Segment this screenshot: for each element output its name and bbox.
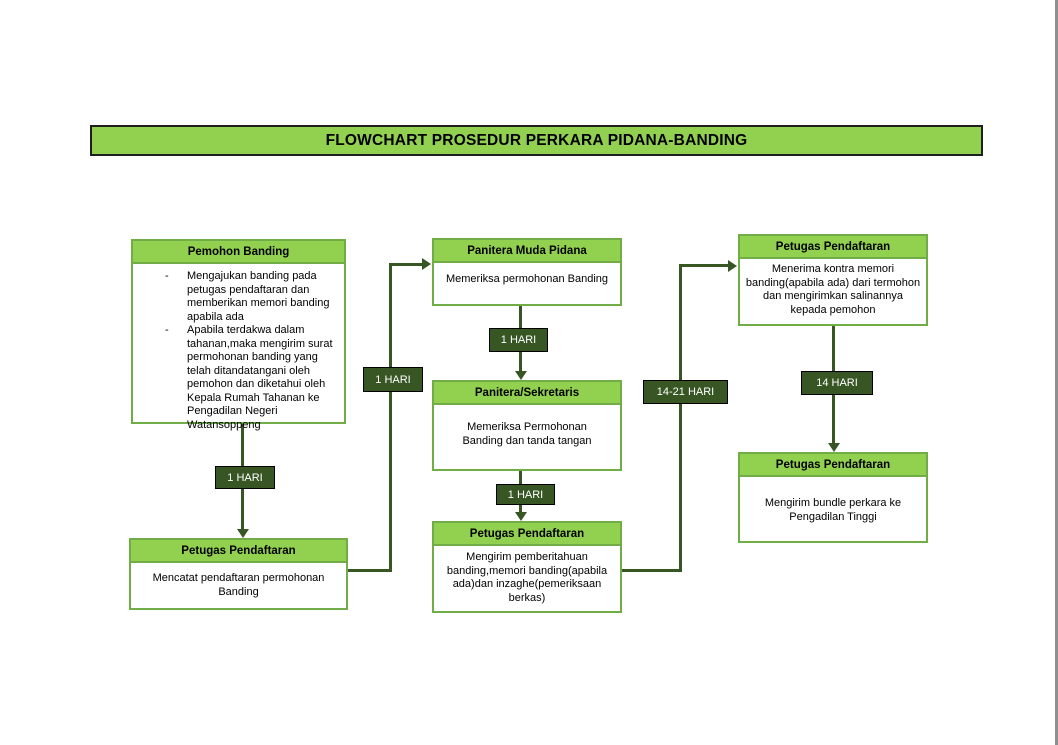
bullet-dash: - <box>165 270 169 282</box>
arrowhead-down-icon <box>515 371 527 380</box>
connector-line <box>679 264 730 267</box>
flow-box-body: Memeriksa Permohonan Banding dan tanda tangan <box>462 421 592 447</box>
list-item <box>133 270 344 324</box>
arrowhead-right-icon <box>728 260 737 272</box>
connector-line <box>389 263 392 572</box>
connector-line <box>679 265 682 572</box>
flow-box-petugas-bundle <box>738 452 928 543</box>
flow-box-header: Petugas Pendaftaran <box>740 454 926 477</box>
bullet-dash: - <box>165 324 169 336</box>
list-item-text: Apabila terdakwa dalam tahanan,maka mengirim surat permohonan banding yang telah ditandatangani oleh pemohon dan diketahui oleh Kepala Rumah Tahanan ke Pengadilan Negeri Watansoppeng <box>187 324 333 431</box>
arrowhead-down-icon <box>237 529 249 538</box>
arrowhead-down-icon <box>828 443 840 452</box>
flow-box-header: Panitera/Sekretaris <box>434 382 620 405</box>
duration-label: 14 HARI <box>801 371 873 395</box>
flow-box-header: Petugas Pendaftaran <box>740 236 926 259</box>
flow-box-petugas-menerima <box>738 234 928 326</box>
flow-box-petugas-mengirim <box>432 521 622 613</box>
flow-box-body: Memeriksa permohonan Banding <box>445 273 609 285</box>
arrowhead-down-icon <box>515 512 527 521</box>
flow-box-panitera-sekretaris <box>432 380 622 471</box>
flow-box-header: Pemohon Banding <box>133 241 344 264</box>
flow-box-petugas-mencatat <box>129 538 348 610</box>
flow-box-header: Petugas Pendaftaran <box>131 540 346 563</box>
duration-label: 1 HARI <box>363 367 423 392</box>
list-item <box>133 324 344 432</box>
flow-box-header: Panitera Muda Pidana <box>434 240 620 263</box>
flow-box-panitera-muda-pidana <box>432 238 622 306</box>
flow-box-body: Mengirim pemberitahuan banding,memori banding(apabila ada)dan inzaghe(pemeriksaan berkas) <box>446 551 608 604</box>
flow-box-body: Mengirim bundle perkara ke Pengadilan Tinggi <box>764 497 902 523</box>
connector-line <box>389 263 424 266</box>
connector-line <box>622 569 681 572</box>
arrowhead-right-icon <box>422 258 431 270</box>
duration-label: 1 HARI <box>215 466 275 489</box>
connector-line <box>348 569 391 572</box>
flow-box-header: Petugas Pendaftaran <box>434 523 620 546</box>
flow-box-body: Menerima kontra memori banding(apabila ada) dari termohon dan mengirimkan salinannya kepada pemohon <box>745 263 921 316</box>
list-item-text: Mengajukan banding pada petugas pendaftaran dan memberikan memori banding apabila ada <box>187 270 330 323</box>
flow-box-pemohon-banding <box>131 239 346 431</box>
flow-box-body <box>133 264 344 432</box>
flow-box-body: Mencatat pendaftaran permohonan Banding <box>152 572 325 598</box>
duration-label: 14-21 HARI <box>643 380 728 404</box>
flowchart-title: FLOWCHART PROSEDUR PERKARA PIDANA-BANDING <box>90 125 983 156</box>
duration-label: 1 HARI <box>489 328 548 352</box>
duration-label: 1 HARI <box>496 484 555 505</box>
